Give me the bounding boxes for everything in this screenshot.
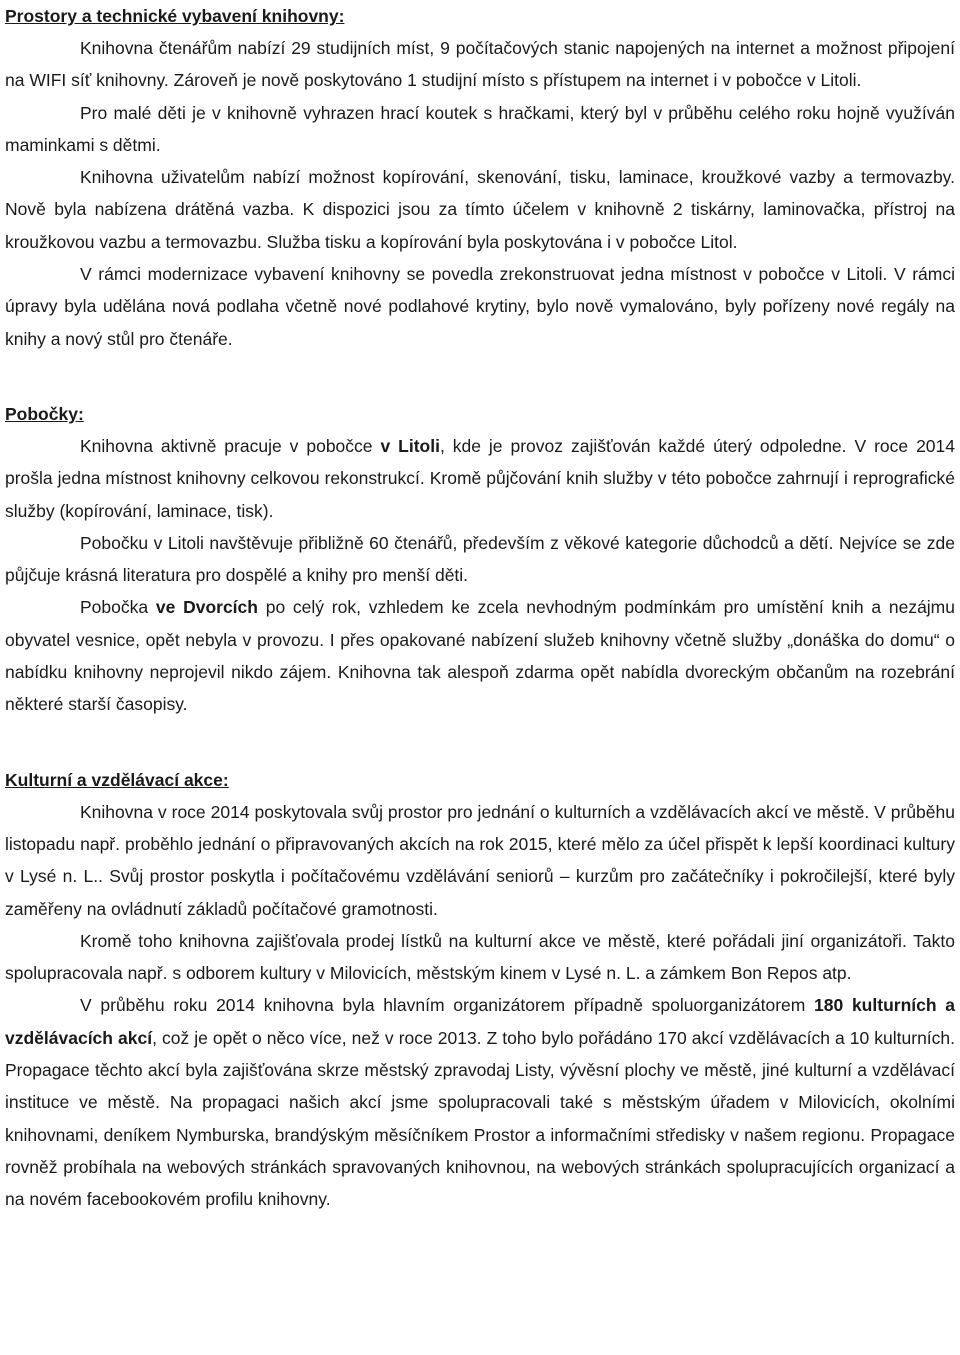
paragraph: Pobočku v Litoli navštěvuje přibližně 60 čtenářů, především z věkové kategorie důchodců a dětí. Nejvíce se zde půjčuje krásná literatura pro dospělé a knihy pro menší děti. bbox=[5, 532, 955, 586]
section-heading: Kulturní a vzdělávací akce: bbox=[5, 769, 229, 790]
section-spacer bbox=[5, 355, 955, 398]
paragraph: V rámci modernizace vybavení knihovny se povedla zrekonstruovat jedna místnost v pobočce v Litoli. V rámci úpravy byla udělána nová podlaha včetně nové podlahové krytiny, bylo nově vymalováno, byly pořízeny nové regály na knihy a nový stůl pro čtenáře. bbox=[5, 264, 955, 349]
section-branches bbox=[5, 398, 955, 721]
paragraph: Pro malé děti je v knihovně vyhrazen hrací koutek s hračkami, který byl v průběhu celého roku hojně využíván maminkami s dětmi. bbox=[5, 102, 955, 155]
paragraph: Knihovna v roce 2014 poskytovala svůj prostor pro jednání o kulturních a vzdělávacích akcí ve městě. V průběhu listopadu např. proběhlo jednání o připravovaných akcích na rok 2015, které mělo za účel přispět k lepší koordinaci kultury v Lysé n. L.. Svůj prostor poskytla i počítačovému vzdělávání seniorů – kurzům pro začátečníky i pokročilejší, které byly zaměřeny na ovládnutí základů počítačové gramotnosti. bbox=[5, 801, 955, 919]
section-events bbox=[5, 764, 955, 1216]
paragraph: Pobočka ve Dvorcích po celý rok, vzhledem ke zcela nevhodným podmínkám pro umístění knih a nezájmu obyvatel vesnice, opět nebyla v provozu. I přes opakované nabízení služeb knihovny včetně služby „donáška do domu“ o nabídku knihovny neprojevil nikdo zájem. Knihovna tak alespoň zdarma opět nabídla dvoreckým občanům na rozebrání některé starší časopisy. bbox=[5, 597, 955, 715]
bold-text: ve Dvorcích bbox=[155, 597, 258, 618]
paragraph: Knihovna uživatelům nabízí možnost kopírování, skenování, tisku, laminace, kroužkové vazby a termovazby. Nově byla nabízena drátěná vazba. K dispozici jsou za tímto účelem v knihovně 2 tiskárny, laminovačka, přístroj na kroužkovou vazbu a termovazbu. Služba tisku a kopírování byla poskytována i v pobočce Litol. bbox=[5, 167, 955, 252]
section-heading: Prostory a technické vybavení knihovny: bbox=[5, 6, 345, 26]
bold-text: v Litoli bbox=[380, 435, 440, 456]
paragraph: Kromě toho knihovna zajišťovala prodej lístků na kulturní akce ve městě, které pořádali jiní organizátoři. Takto spolupracovala např. s odborem kultury v Milovicích, městským kinem v Lysé n. L. a zámkem Bon Repos atp. bbox=[5, 930, 955, 984]
section-heading: Pobočky: bbox=[5, 403, 84, 424]
section-spaces bbox=[5, 0, 955, 355]
section-spacer bbox=[5, 721, 955, 764]
bold-text: 180 kulturních a vzdělávacích akcí bbox=[5, 995, 955, 1048]
paragraph: Knihovna čtenářům nabízí 29 studijních míst, 9 počítačových stanic napojených na internet a možnost připojení na WIFI síť knihovny. Zároveň je nově poskytováno 1 studijní místo s přístupem na internet i v pobočce v Litoli. bbox=[5, 38, 955, 91]
paragraph: V průběhu roku 2014 knihovna byla hlavním organizátorem případně spoluorganizátorem 180 kulturních a vzdělávacích akcí, což je opět o něco více, než v roce 2013. Z toho bylo pořádáno 170 akcí vzdělávacích a 10 kulturních. Propagace těchto akcí byla zajišťována skrze městský zpravodaj Listy, vývěsní plochy ve městě, jiné kulturní a vzdělávací instituce ve městě. Na propagaci našich akcí jsme spolupracovali také s městským úřadem v Milovicích, okolními knihovnami, deníkem Nymburska, brandýským měsíčníkem Prostor a informačními středisky v našem regionu. Propagace rovněž probíhala na webových stránkách spravovaných knihovnou, na webových stránkách spolupracujících organizací a na novém facebookovém profilu knihovny. bbox=[5, 995, 956, 1210]
paragraph: Knihovna aktivně pracuje v pobočce v Litoli, kde je provoz zajišťován každé úterý odpoledne. V roce 2014 prošla jedna místnost knihovny celkovou rekonstrukcí. Kromě půjčování knih služby v této pobočce zahrnují i reprografické služby (kopírování, laminace, tisk). bbox=[5, 435, 956, 521]
